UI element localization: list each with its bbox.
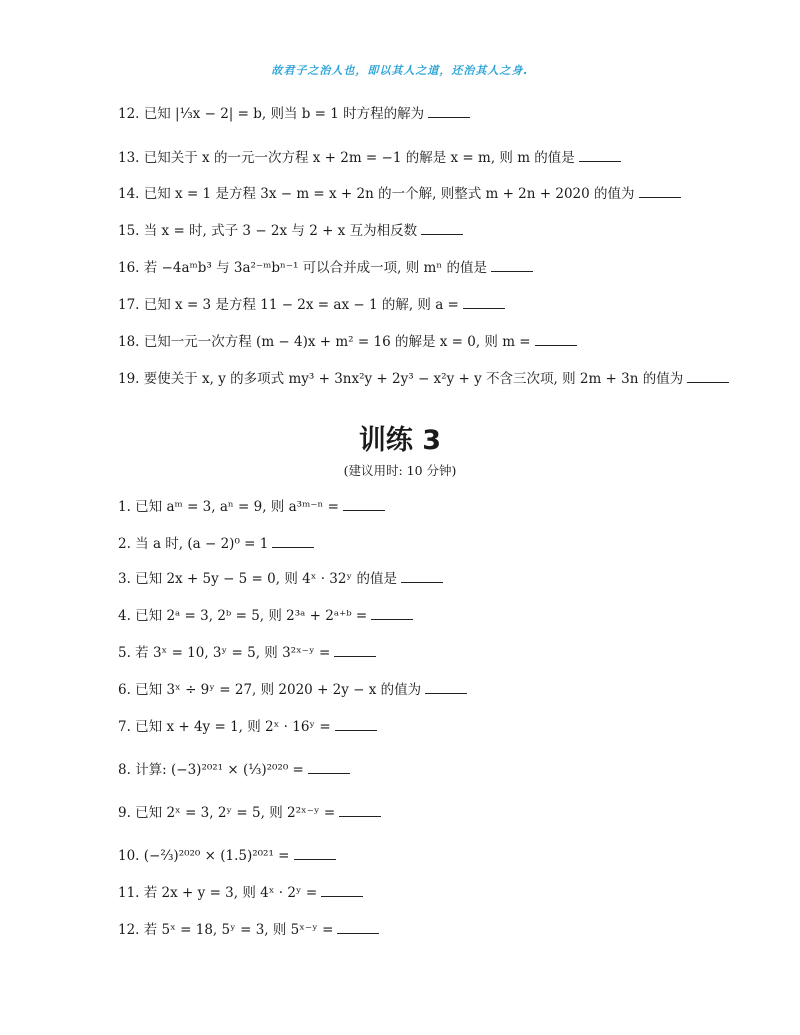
answer-blank[interactable] <box>294 847 336 860</box>
question-a14: 14. 已知 x = 1 是方程 3x − m = x + 2n 的一个解, 则整式 m + 2n + 2020 的值为 <box>118 184 681 204</box>
answer-blank[interactable] <box>535 333 577 346</box>
question-a13: 13. 已知关于 x 的一元一次方程 x + 2m = −1 的解是 x = m, 则 m 的值是 <box>118 148 621 168</box>
question-a12: 12. 已知 |⅓x − 2| = b, 则当 b = 1 时方程的解为 <box>118 104 470 124</box>
answer-blank[interactable] <box>272 535 314 548</box>
question-b12: 12. 若 5ˣ = 18, 5ʸ = 3, 则 5ˣ⁻ʸ = <box>118 920 379 940</box>
answer-blank[interactable] <box>491 259 533 272</box>
question-b6: 6. 已知 3ˣ ÷ 9ʸ = 27, 则 2020 + 2y − x 的值为 <box>118 680 467 700</box>
answer-blank[interactable] <box>463 296 505 309</box>
answer-blank[interactable] <box>343 498 385 511</box>
question-b7: 7. 已知 x + 4y = 1, 则 2ˣ · 16ʸ = <box>118 717 377 737</box>
question-a19: 19. 要使关于 x, y 的多项式 my³ + 3nx²y + 2y³ − x²y + y 不含三次项, 则 2m + 3n 的值为 <box>118 369 729 389</box>
answer-blank[interactable] <box>321 884 363 897</box>
answer-blank[interactable] <box>421 222 463 235</box>
question-b1: 1. 已知 aᵐ = 3, aⁿ = 9, 则 a³ᵐ⁻ⁿ = <box>118 497 385 517</box>
answer-blank[interactable] <box>337 921 379 934</box>
section-subtitle: (建议用时: 10 分钟) <box>343 463 457 478</box>
answer-blank[interactable] <box>334 644 376 657</box>
question-b4: 4. 已知 2ᵃ = 3, 2ᵇ = 5, 则 2³ᵃ + 2ᵃ⁺ᵇ = <box>118 606 413 626</box>
question-b2: 2. 当 a 时, (a − 2)⁰ = 1 <box>118 534 314 554</box>
question-a15: 15. 当 x = 时, 式子 3 − 2x 与 2 + x 互为相反数 <box>118 221 463 241</box>
question-b8: 8. 计算: (−3)²⁰²¹ × (⅓)²⁰²⁰ = <box>118 760 350 780</box>
question-b11: 11. 若 2x + y = 3, 则 4ˣ · 2ʸ = <box>118 883 363 903</box>
answer-blank[interactable] <box>339 804 381 817</box>
answer-blank[interactable] <box>335 718 377 731</box>
answer-blank[interactable] <box>308 761 350 774</box>
question-b10: 10. (−⅔)²⁰²⁰ × (1.5)²⁰²¹ = <box>118 846 336 866</box>
answer-blank[interactable] <box>371 607 413 620</box>
answer-blank[interactable] <box>639 185 681 198</box>
question-a16: 16. 若 −4aᵐb³ 与 3a²⁻ᵐbⁿ⁻¹ 可以合并成一项, 则 mⁿ 的值是 <box>118 258 533 278</box>
question-a17: 17. 已知 x = 3 是方程 11 − 2x = ax − 1 的解, 则 a = <box>118 295 505 315</box>
section-title: 训练 3 <box>358 425 442 456</box>
answer-blank[interactable] <box>687 370 729 383</box>
answer-blank[interactable] <box>579 149 621 162</box>
answer-blank[interactable] <box>401 570 443 583</box>
question-a18: 18. 已知一元一次方程 (m − 4)x + m² = 16 的解是 x = 0, 则 m = <box>118 332 577 352</box>
question-b9: 9. 已知 2ˣ = 3, 2ʸ = 5, 则 2²ˣ⁻ʸ = <box>118 803 381 823</box>
header-motto: 故君子之治人也，即以其人之道，还治其人之身. <box>271 64 529 77</box>
question-b3: 3. 已知 2x + 5y − 5 = 0, 则 4ˣ · 32ʸ 的值是 <box>118 569 443 589</box>
answer-blank[interactable] <box>428 105 470 118</box>
question-b5: 5. 若 3ˣ = 10, 3ʸ = 5, 则 3²ˣ⁻ʸ = <box>118 643 376 663</box>
answer-blank[interactable] <box>425 681 467 694</box>
